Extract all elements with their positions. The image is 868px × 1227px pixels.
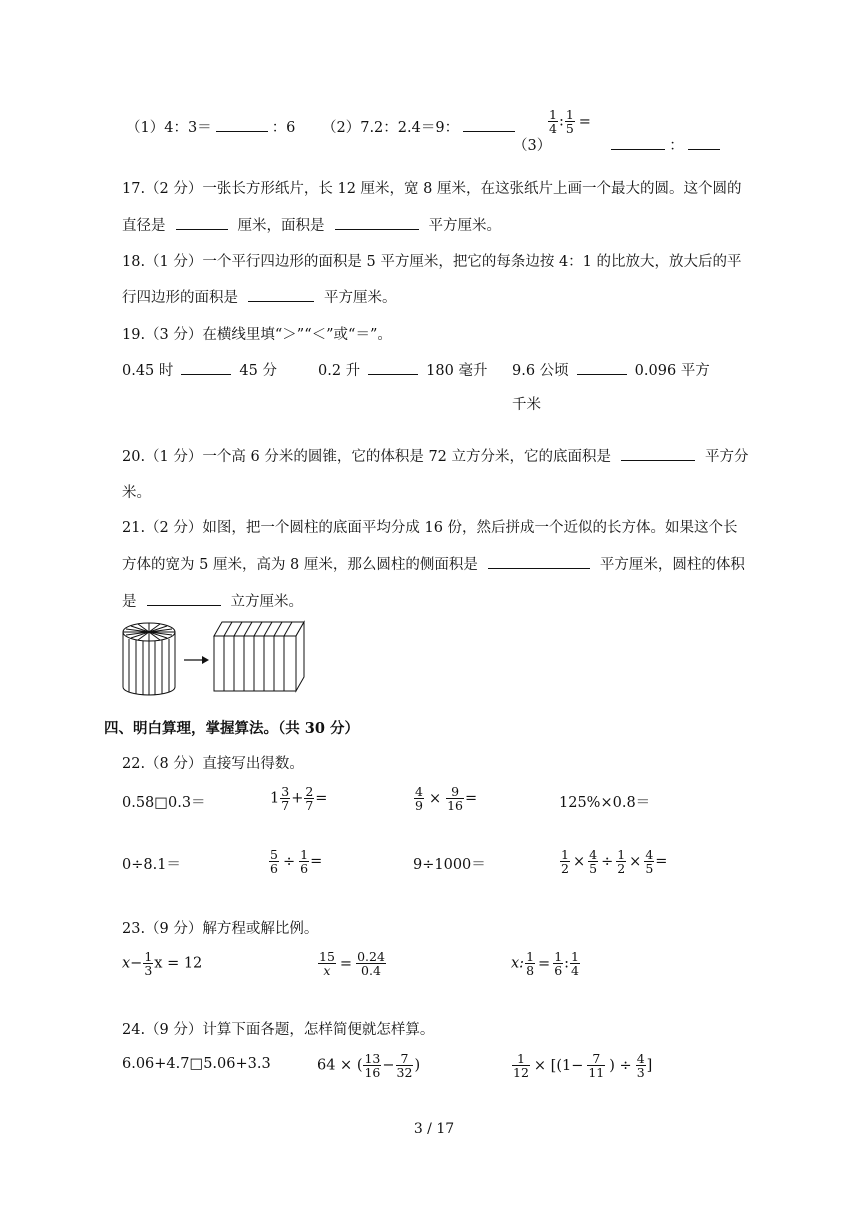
q23-eq2: $\frac{15}{x}$ = $\frac{0.24}{0.4}$ (319, 949, 385, 978)
q18-line2: 行四边形的面积是 平方厘米。 (122, 290, 397, 306)
answer-blank[interactable] (147, 604, 221, 606)
q22-r2c3: 9÷1000＝ (413, 857, 486, 873)
q18-line1: 18.（1 分）一个平行四边形的面积是 5 平方厘米，把它的每条边按 4：1 的比放大，放大后的平 (122, 254, 742, 270)
q22-r1c1: 0.58□0.3＝ (122, 795, 206, 811)
answer-blank[interactable] (181, 373, 231, 375)
q24-title: 24.（9 分）计算下面各题，怎样简便就怎样算。 (122, 1022, 435, 1038)
q23-eq1: x− $\frac{1}{3}$ x = 12 (122, 949, 203, 978)
q24-expr1: 6.06+4.7□5.06+3.3 (122, 1056, 271, 1072)
answer-blank[interactable] (335, 228, 419, 230)
q22-r2c4: $\frac{1}{2}$ × $\frac{4}{5}$ ÷ $\frac{1}{2}$ × $\frac{4}{5}$ = (561, 847, 668, 876)
cylinder-to-cuboid-figure (118, 614, 308, 700)
q23-title: 23.（9 分）解方程或解比例。 (122, 921, 319, 937)
q23-eq3: x: $\frac{1}{8}$ = $\frac{1}{6}$ : $\frac{1}{4}$ (511, 949, 579, 978)
q19-item-b: 0.2 升 180 毫升 (318, 363, 488, 379)
q22-r2c1: 0÷8.1＝ (122, 857, 181, 873)
q19-item-c-cont: 千米 (512, 397, 541, 413)
answer-blank[interactable] (488, 567, 590, 569)
answer-blank[interactable] (621, 459, 695, 461)
q22-title: 22.（8 分）直接写出得数。 (122, 756, 304, 772)
q22-r2c2: $\frac{5}{6}$ ÷ $\frac{1}{6}$ = (270, 847, 323, 876)
q20-line2: 米。 (122, 485, 151, 501)
q19-title: 19.（3 分）在横线里填“＞”“＜”或“＝”。 (122, 327, 392, 343)
answer-blank[interactable] (688, 148, 720, 150)
q22-r1c4: 125%×0.8＝ (559, 795, 651, 811)
q21-line2: 方体的宽为 5 厘米，高为 8 厘米，那么圆柱的侧面积是 平方厘米，圆柱的体积 (122, 557, 745, 573)
arrow-right-icon (184, 656, 209, 664)
q24-expr3: $\frac{1}{12}$ × [(1− $\frac{7}{11}$ ) ÷ $\frac{4}{3}$ ] (513, 1051, 653, 1080)
answer-blank[interactable] (176, 228, 228, 230)
q19-item-a: 0.45 时 45 分 (122, 363, 277, 379)
q17-line2: 直径是 厘米，面积是 平方厘米。 (122, 218, 501, 234)
q20-line1: 20.（1 分）一个高 6 分米的圆锥，它的体积是 72 立方分米，它的底面积是 平方分 (122, 449, 749, 465)
q16-part1: （1）4：3＝ ：6 (126, 120, 296, 136)
q22-r1c2: 1 $\frac{3}{7}$ + $\frac{2}{7}$ = (270, 784, 328, 813)
q19-item-c: 9.6 公顷 0.096 平方 (512, 363, 710, 379)
q21-line3: 是 立方厘米。 (122, 594, 303, 610)
q22-r1c3: $\frac{4}{9}$ × $\frac{9}{16}$ = (415, 784, 478, 813)
answer-blank[interactable] (577, 373, 627, 375)
section-title: 四、明白算理，掌握算法。（共 30 分） (104, 720, 360, 737)
answer-blank[interactable] (248, 300, 314, 302)
q21-line1: 21.（2 分）如图，把一个圆柱的底面平均分成 16 份，然后拼成一个近似的长方体。如果这个长 (122, 520, 738, 536)
q16-part3: （3） ： (513, 134, 724, 155)
q16-part3-fraction: $\frac{1}{4}$ : $\frac{1}{5}$ = (549, 107, 591, 136)
q16-part2: （2）7.2：2.4＝9： (322, 116, 519, 137)
answer-blank[interactable] (216, 130, 268, 132)
answer-blank[interactable] (611, 148, 665, 150)
q17-line1: 17.（2 分）一张长方形纸片，长 12 厘米，宽 8 厘米，在这张纸片上画一个最大的圆。这个圆的 (122, 181, 742, 197)
page-number: 3 / 17 (413, 1121, 455, 1137)
q24-expr2: 64 × ( $\frac{13}{16}$ − $\frac{7}{32}$ ) (317, 1051, 421, 1080)
answer-blank[interactable] (368, 373, 418, 375)
answer-blank[interactable] (463, 130, 515, 132)
cylinder-icon (123, 623, 175, 695)
cuboid-icon (214, 622, 304, 691)
